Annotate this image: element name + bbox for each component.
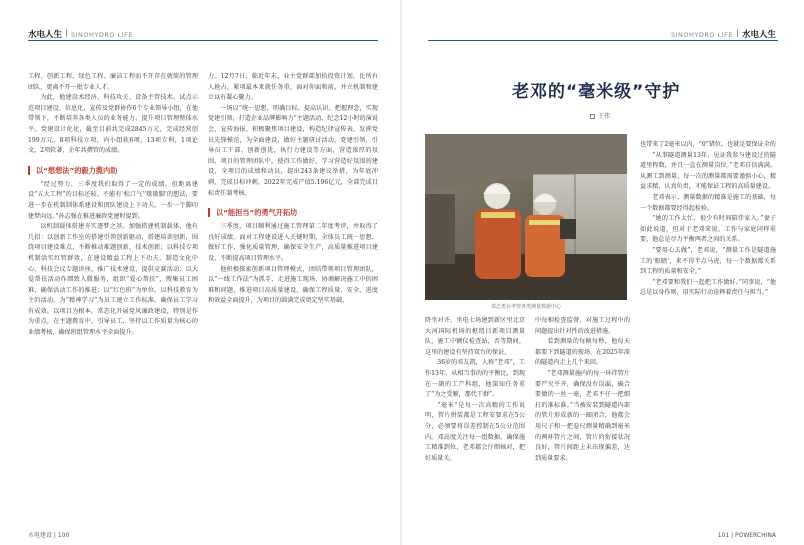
paragraph: 为此，他建设术经济、科技攻关、设备主管技术、试点示范项目建设、信息化、宣传及党群协作6个专业领导小组，在他带领下，不断培养各类人员的业务能力，提升项目管理整体水平。党建设计化化，截至目前共完成2845万元，完成经营创199万元，8项科技立项，内小组获6项，13项专利，1项论文，2项软著，企年共撰管的成绩。	[28, 94, 198, 155]
right-footer: 101 | POWERCHINA	[717, 532, 776, 539]
left-header	[28, 22, 133, 38]
paragraph: 工程、创新工程、绿色工程、廉洁工程而不开存在就简的管理团队，更离不开一批专业人才。	[28, 73, 198, 91]
right-column-2	[535, 316, 630, 464]
paragraph: 老邓表示，测量数据的精准是施工的基础，每一个数据都要经得起检验。	[640, 193, 776, 212]
right-header	[671, 22, 776, 38]
paragraph: 一场以“统一思想、明确目标、提高认识、把握理念，实现党建引领，打造企业品牌影响力”主题活动，纪念12小时的演说会，宣传海报、积极聚焦项目建设，构造纪律宣传表，发挥党员先锋模范，为全面建设，做好主题研讨活动，党建引领，引导员工干部、创新创优，执行力建设等方面，营造浓厚的氛围，项目的管理团队中，使得工作做好，学习营造好氛围的建设，全项目的成绩和动员，提出243条建议举措，为年底冲刺，完成目标冲刺，2022年完成产值5.196亿元，全部完成目标责任制考核。	[208, 104, 378, 197]
section-label: 水电人生	[741, 30, 776, 40]
header-rule	[28, 40, 378, 41]
header-rule	[428, 40, 778, 41]
paragraph: 三季度，项目顺利通过施工管理第二年度考评，并取得了良好成绩。面对工程建设进入关键时期，全体员工统一思想，做好工作，强化质量管理，确保安全生产，高质量推进项目建设，不断提高项目管理水平。	[208, 223, 378, 262]
divider	[66, 29, 67, 37]
section-label: 水电人生	[28, 30, 63, 40]
article-photo	[425, 134, 627, 300]
section-english: SINOHYDRO LIFE	[71, 31, 133, 39]
paragraph: “老邓测量施内的每一环伴管片要严究平齐，确保没有误漏，确合要做的一丝一毫，老邓不仔一把细打的准标准。”当被安装到隧道内部的管片形成新的一圈闭合，他都会用尺子和一把卷尺测量精确到毫米的两环管片之间，管片的衔接状况良好，管片间距上未出现偏差，达到质量要求。	[535, 369, 630, 462]
subheading: 以“能担当”的勇气开拓坊	[208, 208, 378, 217]
paragraph: 也带来了2毫米以内，“0”错位。也就是要保证全的	[640, 141, 776, 148]
subheading: 以“想想法”的毅力揽内助	[28, 166, 198, 175]
paragraph: 36岁的邓友凯，人称“老邓”，工作13年，从相当事的的平衡比，到现在一副的工产科组，他深知任务重了“为之受顺，那代干群”。	[425, 359, 525, 399]
photo-caption: 邓志勇在考察各类测量数据中心	[490, 304, 561, 310]
paragraph: 力。12月7日，临近年末，业主党群部加拾投资计划，比所有人抢占，紧项最本来就任务重，面对你面和前，并立机制和建立以有凝心聚力。	[208, 73, 378, 102]
left-column-2	[208, 72, 378, 307]
left-column-1	[28, 72, 198, 339]
right-column-1	[425, 316, 525, 464]
paragraph: 看到测量的每帧每秒，他每天都要下到隧道的现场，在2025年深的隧道内走上几个来回。	[535, 338, 630, 367]
paragraph: 降坐对齐，坐电七场建到新区里北京大河国际机场的枢纽目新项目测量队，施工中额仪检查站，否等期间，这里的建设有坚持双台的保证。	[425, 317, 525, 356]
paragraph: “她的工作太忙，很少有时间陪伴家人。”妻子如此说道，但对于老邓来说，工作与家庭同样重要，他总是尽力平衡两者之间的关系。	[640, 215, 776, 244]
paragraph: 以机制载体搭建夯实逐梦之基。加强搭建机制载体，他有几招：以创新工作室的搭建引领创新驱动，搭建培训创新，围绕项目建设难点，不断推动难题创新，技术创新；以科技专项机制活实红管群效，在建设精益工程上下功夫，制造文化中心、科技会议专题讲座，推广技术建设，提供竞赛活动；以大爱帮扶活动作细致入微服务，组织“爱心帮扶”，搜集员工困难，确保活动工作的推进；以“红色班”为单位，以科技教育为主的活动，为“精神学习”为员工建立工作标准，确保员工学习有成效。以项目为根本，常态化开展党风廉政建设，特别是作为重点，在主题教育中，引导员工，坚持以工作质量为核心的业绩考核，确保班组管理水平全面提升。	[28, 223, 198, 337]
paragraph: 他积极探索创新项目管理模式，团结带领项目管理团队，以“一线工作法”为抓手，走进施工现场，协调解决施工中的困难和问题，推进项目高质量建设，确保工程质量、安全、进度和效益全面提升，为项目的圆满完成奠定坚实基础。	[208, 265, 378, 305]
paragraph: “经过努力，三季度我们取得了一定的成绩，但距离建设“五大工程”的目标还较。不能有‘松口气’‘歇歇脚’的想法，要进一步在机制制体系建设和团队建设上下功夫。一步一个脚印建梦向远。”孙志强在推进廉政党建时提到。	[28, 180, 198, 220]
author-marker	[590, 114, 595, 119]
article-title: 老邓的“毫米级”守护	[512, 82, 681, 102]
paragraph: “要用心去做”，老邓说，“测量工作是隧道施工的‘眼睛’，来不得半点马虎，每一个数据都关系到工程的质量和安全。”	[640, 246, 776, 276]
left-footer: 水电建设 | 100	[28, 532, 70, 539]
paragraph: “毫米”是每一次高精的工作说明，管片拼装都是工程安要求在5公分，必须要将误差控制在5公分范围内。邓高度关注每一组数据，确保施工精准到位，老邓都会仔细核对，把好质量关。	[425, 401, 525, 462]
paragraph: 中每相检查监督，对施工过程中的问题提出针对性的改进措施。	[535, 317, 630, 335]
right-column-3	[640, 140, 776, 299]
section-english: SINOHYDRO LIFE	[671, 31, 733, 39]
author-byline	[590, 111, 610, 120]
divider	[737, 29, 738, 37]
author-name: 王伟	[598, 113, 611, 120]
paragraph: “从事隧道测量13年，见证我参与建设过的隧道里程数，并且一直在测量岗位。”老邓自信满满。从测工到测量，每一次的测量都需要谨慎小心，精益求精，认真负责，才能保证工程的高质量建设。	[640, 151, 776, 191]
tunnel-workers-photo	[425, 134, 627, 300]
paragraph: “老邓要和我们一起把工作做好。”同事说，“他总是以身作则，用实际行动诠释着责任与担当。”	[640, 278, 776, 297]
